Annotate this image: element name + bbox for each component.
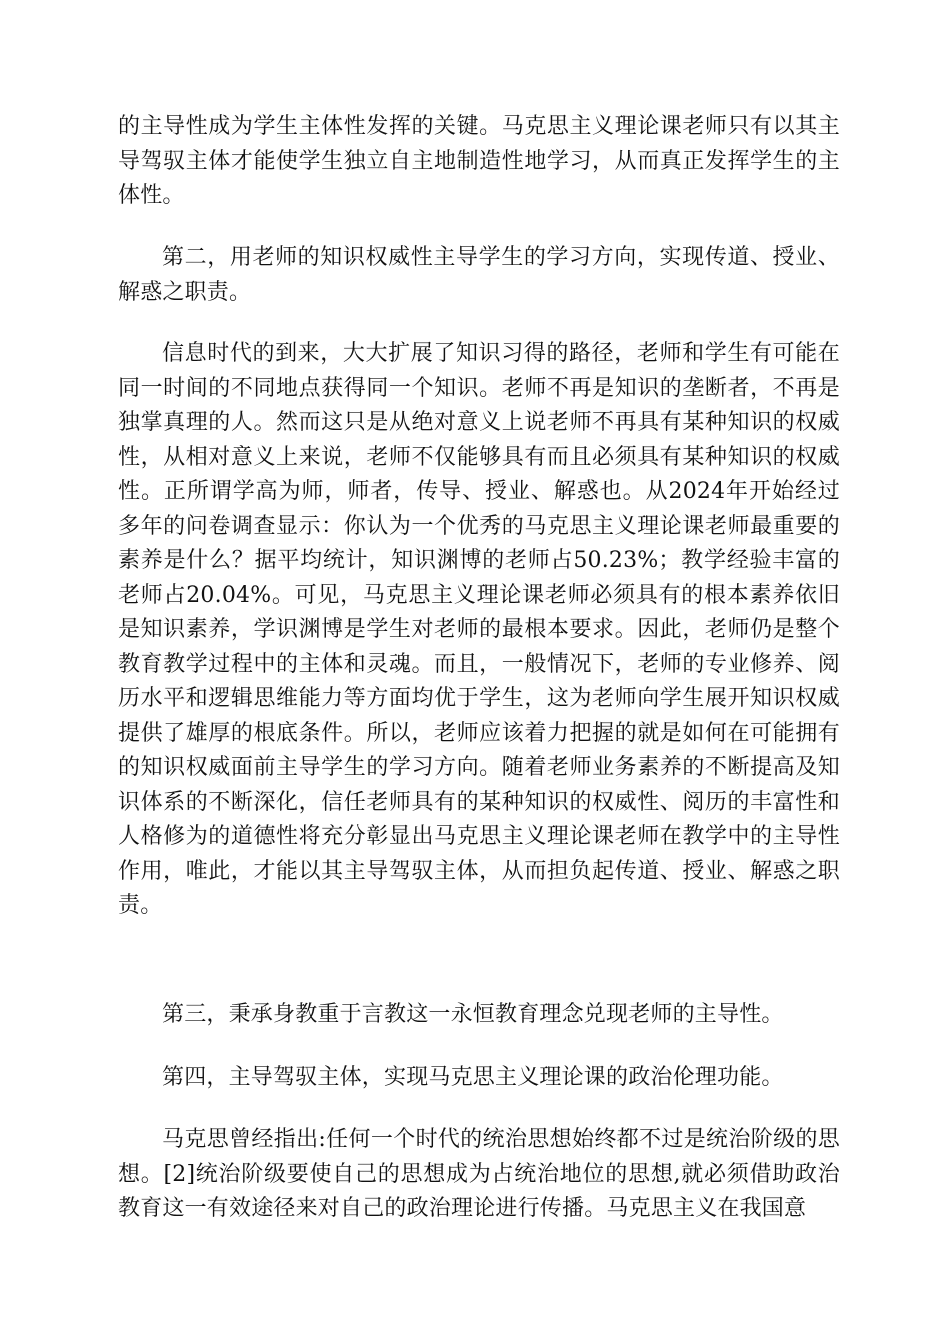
paragraph-point-three: 第三，秉承身教重于言教这一永恒教育理念兑现老师的主导性。 xyxy=(162,1002,784,1027)
paragraph-marx-quote: 马克思曾经指出:任何一个时代的统治思想始终都不过是统治阶级的思想。[2]统治阶级要使自己的思想成为占统治地位的思想,就必须借助政治教育这一有效途径来对自己的政治理论进行传播。马克思主义在我国意 xyxy=(118,1127,840,1221)
paragraph-information-age: 信息时代的到来，大大扩展了知识习得的路径，老师和学生有可能在同一时间的不同地点获得同一个知识。老师不再是知识的垄断者，不再是独掌真理的人。然而这只是从绝对意义上说老师不再具有某种知识的权威性，从相对意义上来说，老师不仅能够具有而且必须具有某种知识的权威性。正所谓学高为师，师者，传导、授业、解惑也。从2024年开始经过多年的问卷调查显示：你认为一个优秀的马克思主义理论课老师最重要的素养是什么？据平均统计，知识渊博的老师占50.23%；教学经验丰富的老师占20.04%。可见，马克思主义理论课老师必须具有的根本素养依旧是知识素养，学识渊博是学生对老师的最根本要求。因此，老师仍是整个教育教学过程中的主体和灵魂。而且，一般情况下，老师的专业修养、阅历水平和逻辑思维能力等方面均优于学生，这为老师向学生展开知识权威提供了雄厚的根底条件。所以，老师应该着力把握的就是如何在可能拥有的知识权威面前主导学生的学习方向。随着老师业务素养的不断提高及知识体系的不断深化，信任老师具有的某种知识的权威性、阅历的丰富性和人格修为的道德性将充分彰显出马克思主义理论课老师在教学中的主导性作用，唯此，才能以其主导驾驭主体，从而担负起传道、授业、解惑之职责。 xyxy=(118,341,840,918)
paragraph-point-two: 第二，用老师的知识权威性主导学生的学习方向，实现传道、授业、解惑之职责。 xyxy=(118,245,840,305)
paragraph-continued: 的主导性成为学生主体性发挥的关键。马克思主义理论课老师只有以其主导驾驭主体才能使学生独立自主地制造性地学习，从而真正发挥学生的主体性。 xyxy=(118,114,840,208)
paragraph-point-four: 第四，主导驾驭主体，实现马克思主义理论课的政治伦理功能。 xyxy=(162,1065,784,1090)
